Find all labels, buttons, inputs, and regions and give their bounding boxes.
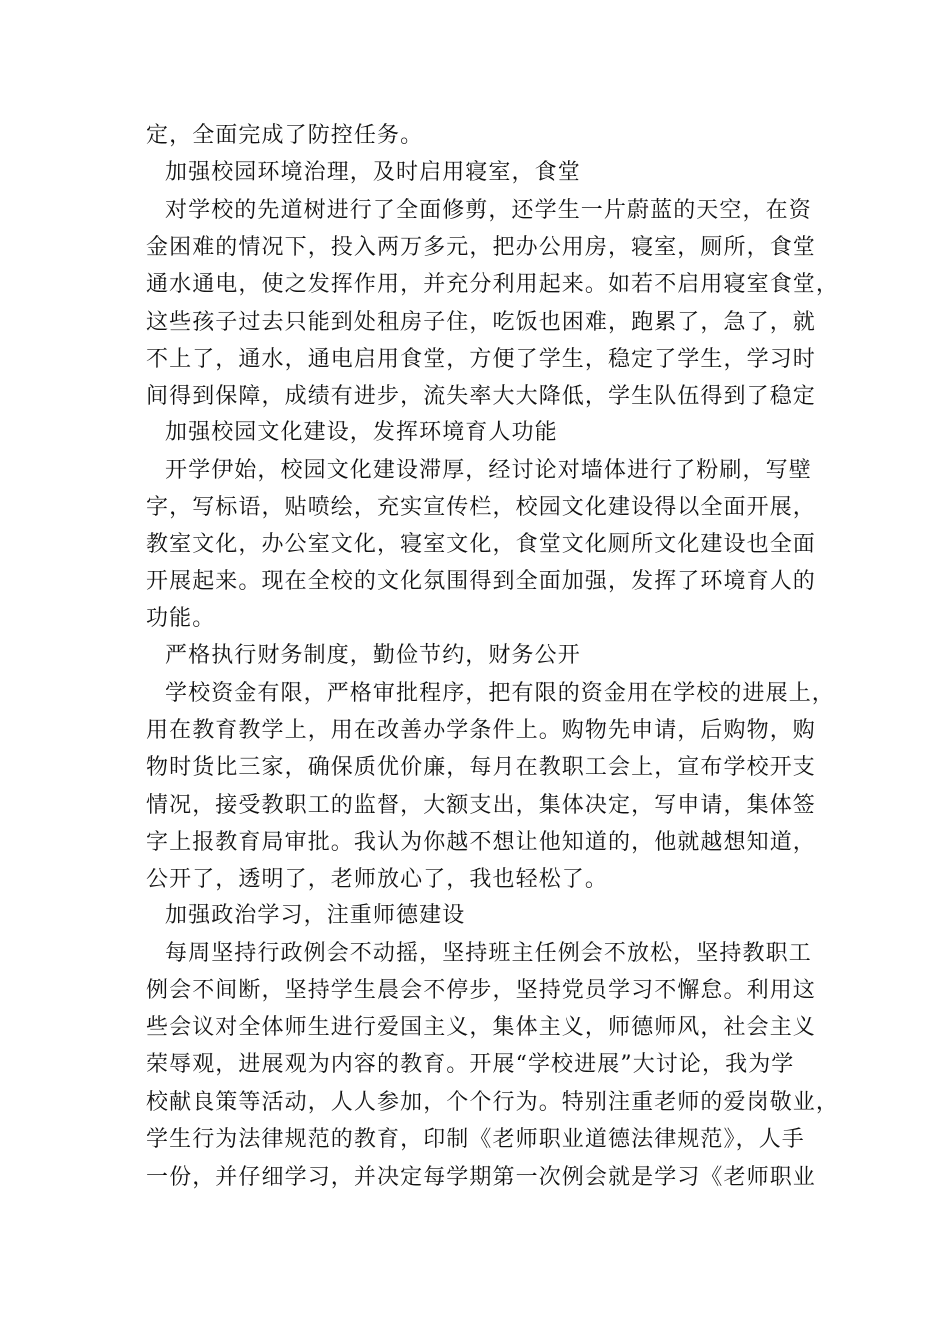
section-heading: 加强校园环境治理，及时启用寝室，食堂 xyxy=(165,160,581,185)
body-text-line: 间得到保障，成绩有进步，流失率大大降低，学生队伍得到了稳定 xyxy=(146,384,816,409)
body-text-line: 这些孩子过去只能到处租房子住，吃饭也困难，跑累了，急了，就 xyxy=(146,310,816,335)
body-text-line: 每周坚持行政例会不动摇，坚持班主任例会不放松，坚持教职工 xyxy=(165,941,812,966)
body-text-line: 功能。 xyxy=(146,606,216,631)
body-text-line: 公开了，透明了，老师放心了，我也轻松了。 xyxy=(146,867,609,892)
body-text-line: 定，全面完成了防控任务。 xyxy=(146,123,424,148)
body-text-line: 不上了，通水，通电启用食堂，方便了学生，稳定了学生，学习时 xyxy=(146,347,816,372)
body-text-line: 字，写标语，贴喷绘，充实宣传栏，校园文化建设得以全面开展， xyxy=(146,495,816,520)
body-text-line: 教室文化，办公室文化，寝室文化，食堂文化厕所文化建设也全面 xyxy=(146,532,816,557)
body-text-line: 字上报教育局审批。我认为你越不想让他知道的，他就越想知道， xyxy=(146,830,816,855)
body-text-line: 学校资金有限，严格审批程序，把有限的资金用在学校的进展上， xyxy=(165,681,835,706)
body-text-line: 物时货比三家，确保质优价廉，每月在教职工会上，宣布学校开支 xyxy=(146,755,816,780)
body-text-line: 开展起来。现在全校的文化氛围得到全面加强，发挥了环境育人的 xyxy=(146,569,816,594)
section-heading: 加强政治学习，注重师德建设 xyxy=(165,903,466,928)
body-text-line: 情况，接受教职工的监督，大额支出，集体决定，写申请，集体签 xyxy=(146,793,816,818)
body-text-line: 学生行为法律规范的教育，印制《老师职业道德法律规范》，人手 xyxy=(146,1127,805,1152)
section-heading: 严格执行财务制度，勤俭节约，财务公开 xyxy=(165,643,581,668)
body-text-line: 对学校的先道树进行了全面修剪，还学生一片蔚蓝的天空，在资 xyxy=(165,198,812,223)
body-text-line: 荣辱观，进展观为内容的教育。开展“学校进展”大讨论，我为学 xyxy=(146,1052,795,1077)
body-text-line: 些会议对全体师生进行爱国主义，集体主义，师德师风，社会主义 xyxy=(146,1015,816,1040)
body-text-line: 用在教育教学上，用在改善办学条件上。购物先申请，后购物，购 xyxy=(146,718,816,743)
body-text-line: 一份，并仔细学习，并决定每学期第一次例会就是学习《老师职业 xyxy=(146,1165,816,1190)
body-text-line: 金困难的情况下，投入两万多元，把办公用房，寝室，厕所，食堂 xyxy=(146,235,816,260)
body-text-line: 例会不间断，坚持学生晨会不停步，坚持党员学习不懈怠。利用这 xyxy=(146,978,816,1003)
section-heading: 加强校园文化建设，发挥环境育人功能 xyxy=(165,420,558,445)
body-text-line: 校献良策等活动，人人参加，个个行为。特别注重老师的爱岗敬业， xyxy=(146,1090,840,1115)
body-text-line: 开学伊始，校园文化建设滞厚，经讨论对墙体进行了粉刷，写壁 xyxy=(165,458,812,483)
body-text-line: 通水通电，使之发挥作用，并充分利用起来。如若不启用寝室食堂， xyxy=(146,272,840,297)
